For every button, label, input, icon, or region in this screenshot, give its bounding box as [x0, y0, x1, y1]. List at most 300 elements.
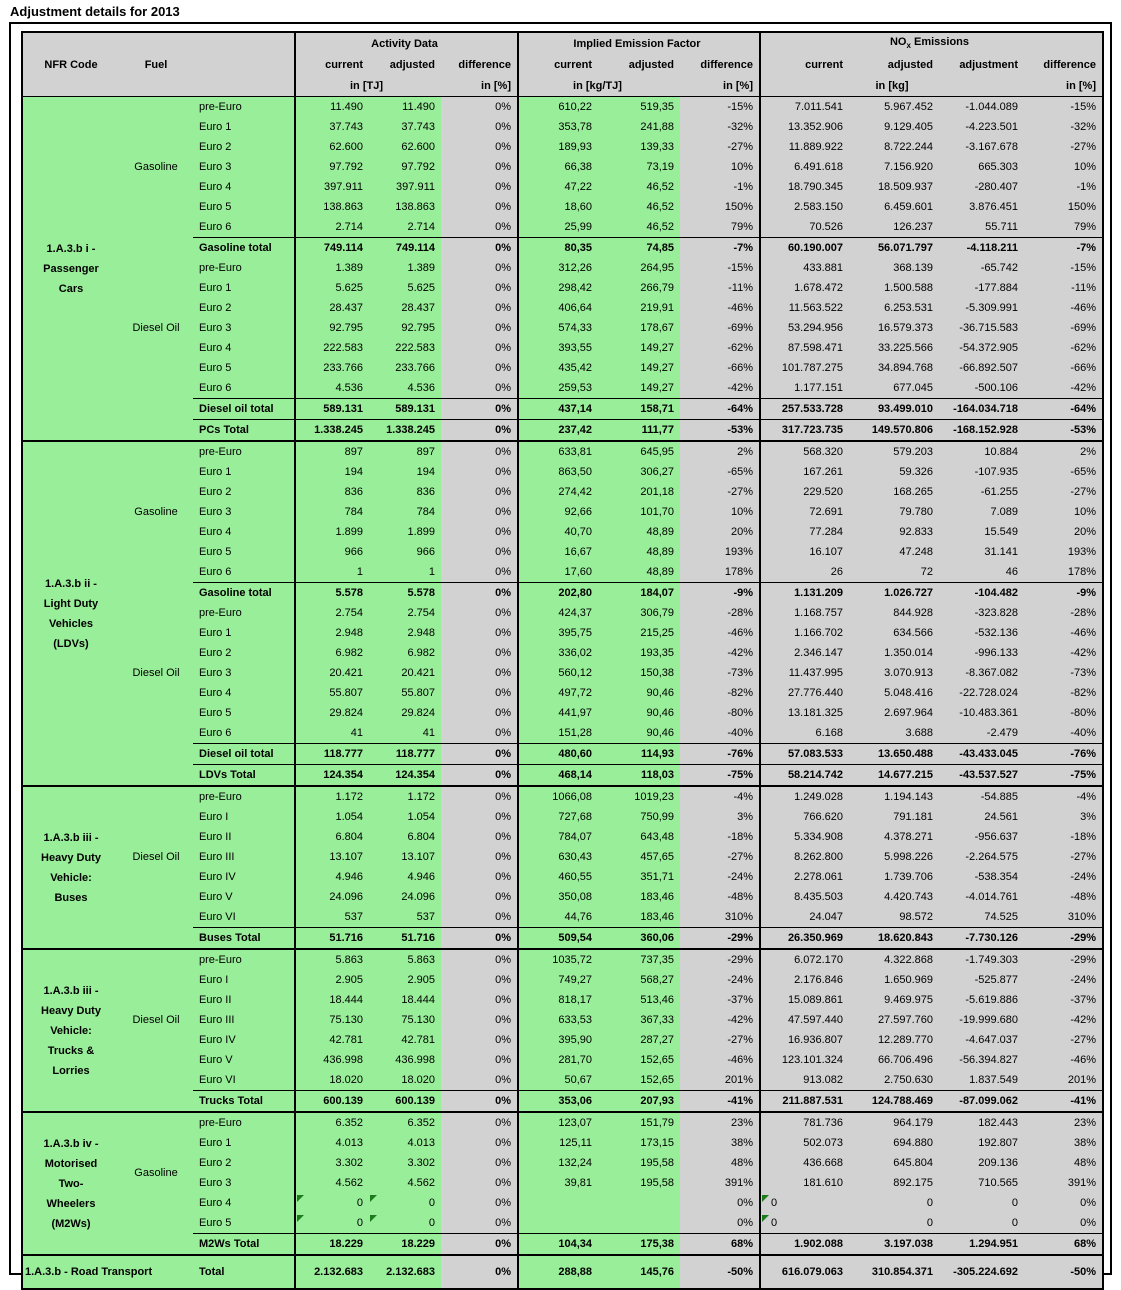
- nox-adjustment-value: 3.876.451: [939, 197, 1024, 217]
- ief-current-value: 298,42: [518, 278, 598, 298]
- ad-current-value: 41: [295, 723, 369, 744]
- ad-difference-value: 0%: [441, 238, 518, 259]
- nox-adjustment-value: -54.885: [939, 786, 1024, 807]
- ief-difference-value: -18%: [680, 827, 760, 847]
- ief-difference-value: 391%: [680, 1173, 760, 1193]
- category-label: Euro 1: [193, 1133, 295, 1153]
- category-label: Euro 3: [193, 157, 295, 177]
- ad-difference-value: 0%: [441, 643, 518, 663]
- category-label: Euro 4: [193, 1193, 295, 1213]
- nox-difference-value: -37%: [1024, 990, 1103, 1010]
- ad-adjusted-value: 194: [369, 462, 441, 482]
- ief-current-value: 437,14: [518, 399, 598, 420]
- nox-current-value: 77.284: [760, 522, 849, 542]
- ief-adjusted-value: 48,89: [598, 542, 680, 562]
- ad-adjusted-value: 6.352: [369, 1112, 441, 1133]
- nox-difference-value: -27%: [1024, 137, 1103, 157]
- ad-current-value: 2.754: [295, 603, 369, 623]
- nox-current-value: 15.089.861: [760, 990, 849, 1010]
- ief-adjusted-value: 158,71: [598, 399, 680, 420]
- ief-current-value: 610,22: [518, 97, 598, 118]
- column-header: current: [295, 55, 369, 76]
- ief-adjusted-value: 48,89: [598, 562, 680, 583]
- ad-difference-value: 0%: [441, 197, 518, 217]
- ief-current-value: 468,14: [518, 765, 598, 787]
- ief-difference-value: -73%: [680, 663, 760, 683]
- category-label: Euro 2: [193, 1153, 295, 1173]
- ad-current-value: 18.444: [295, 990, 369, 1010]
- nox-adjusted-value: 310.854.371: [849, 1255, 939, 1289]
- subtotal-row: [22, 1234, 1103, 1256]
- nox-difference-value: 23%: [1024, 1112, 1103, 1133]
- section-title: $NO_x$ Emissions: [760, 32, 1103, 55]
- ad-adjusted-value: 4.536: [369, 378, 441, 399]
- nox-difference-value: -42%: [1024, 378, 1103, 399]
- nox-difference-value: -32%: [1024, 117, 1103, 137]
- ief-adjusted-value: 149,27: [598, 358, 680, 378]
- ad-adjusted-value: 11.490: [369, 97, 441, 118]
- ief-current-value: 66,38: [518, 157, 598, 177]
- ief-difference-value: 79%: [680, 217, 760, 238]
- nox-adjustment-value: -10.483.361: [939, 703, 1024, 723]
- nox-adjusted-value: 66.706.496: [849, 1050, 939, 1070]
- ad-adjusted-value: 4.562: [369, 1173, 441, 1193]
- nox-adjustment-value: -956.637: [939, 827, 1024, 847]
- total-label: LDVs Total: [193, 765, 295, 787]
- ad-adjusted-value: 2.714: [369, 217, 441, 238]
- ad-difference-value: 0%: [441, 1091, 518, 1113]
- ad-adjusted-value: 0: [369, 1193, 441, 1213]
- nox-adjusted-value: 7.156.920: [849, 157, 939, 177]
- category-label: Euro 5: [193, 197, 295, 217]
- ief-adjusted-value: 46,52: [598, 197, 680, 217]
- ief-difference-value: -15%: [680, 258, 760, 278]
- nox-difference-value: -7%: [1024, 238, 1103, 259]
- nox-adjustment-value: -525.877: [939, 970, 1024, 990]
- ad-difference-value: 0%: [441, 1255, 518, 1289]
- nox-adjustment-value: -7.730.126: [939, 928, 1024, 950]
- nox-difference-value: -41%: [1024, 1091, 1103, 1113]
- nox-adjusted-value: 79.780: [849, 502, 939, 522]
- nox-difference-value: 0%: [1024, 1193, 1103, 1213]
- nox-adjustment-value: -4.118.211: [939, 238, 1024, 259]
- nox-adjustment-value: 10.884: [939, 441, 1024, 462]
- nox-current-value: 1.902.088: [760, 1234, 849, 1256]
- fuel-cell: Diesel Oil: [123, 949, 193, 1091]
- ad-difference-value: 0%: [441, 1213, 518, 1234]
- ief-difference-value: -46%: [680, 1050, 760, 1070]
- column-header: adjusted: [598, 55, 680, 76]
- nox-adjustment-value: -3.167.678: [939, 137, 1024, 157]
- ad-adjusted-value: 51.716: [369, 928, 441, 950]
- section-title: Implied Emission Factor: [518, 32, 760, 55]
- ad-difference-value: 0%: [441, 338, 518, 358]
- category-label: Euro 4: [193, 683, 295, 703]
- nox-difference-value: -15%: [1024, 258, 1103, 278]
- nox-current-value: 57.083.533: [760, 744, 849, 765]
- ief-adjusted-value: 219,91: [598, 298, 680, 318]
- unit-label: [939, 76, 1024, 97]
- unit-label: in [%]: [1024, 76, 1103, 97]
- nox-adjustment-value: -500.106: [939, 378, 1024, 399]
- ad-difference-value: 0%: [441, 137, 518, 157]
- unit-label: in [TJ]: [295, 76, 441, 97]
- ief-current-value: 18,60: [518, 197, 598, 217]
- nox-adjustment-value: -65.742: [939, 258, 1024, 278]
- ad-difference-value: 0%: [441, 847, 518, 867]
- ief-difference-value: -50%: [680, 1255, 760, 1289]
- ief-adjusted-value: 149,27: [598, 378, 680, 399]
- nox-adjusted-value: 1.194.143: [849, 786, 939, 807]
- ief-difference-value: -27%: [680, 137, 760, 157]
- ad-difference-value: 0%: [441, 1030, 518, 1050]
- ad-adjusted-value: 97.792: [369, 157, 441, 177]
- ad-adjusted-value: 92.795: [369, 318, 441, 338]
- total-label: M2Ws Total: [193, 1234, 295, 1256]
- ad-current-value: 75.130: [295, 1010, 369, 1030]
- ad-current-value: 1.389: [295, 258, 369, 278]
- nox-adjusted-value: 677.045: [849, 378, 939, 399]
- ief-current-value: 395,90: [518, 1030, 598, 1050]
- nox-current-value: 13.181.325: [760, 703, 849, 723]
- nox-current-value: 502.073: [760, 1133, 849, 1153]
- fuel-spacer-cell: [123, 399, 193, 420]
- ad-difference-value: 0%: [441, 723, 518, 744]
- ad-difference-value: 0%: [441, 786, 518, 807]
- nox-current-value: 70.526: [760, 217, 849, 238]
- nox-adjustment-value: -36.715.583: [939, 318, 1024, 338]
- ief-current-value: 40,70: [518, 522, 598, 542]
- ief-current-value: 281,70: [518, 1050, 598, 1070]
- ief-current-value: 25,99: [518, 217, 598, 238]
- nox-difference-value: 10%: [1024, 502, 1103, 522]
- ief-difference-value: 2%: [680, 441, 760, 462]
- ief-current-value: 480,60: [518, 744, 598, 765]
- page-title: Adjustment details for 2013: [10, 4, 180, 19]
- nox-adjusted-value: 3.688: [849, 723, 939, 744]
- fuel-spacer-cell: [123, 420, 193, 442]
- ief-adjusted-value: 360,06: [598, 928, 680, 950]
- nox-adjustment-value: -164.034.718: [939, 399, 1024, 420]
- ad-current-value: 0: [295, 1193, 369, 1213]
- nox-adjusted-value: 964.179: [849, 1112, 939, 1133]
- category-label: Euro V: [193, 1050, 295, 1070]
- nox-current-value: 123.101.324: [760, 1050, 849, 1070]
- nox-difference-value: 20%: [1024, 522, 1103, 542]
- category-label: Euro 4: [193, 522, 295, 542]
- data-row: [22, 441, 1103, 462]
- ad-difference-value: 0%: [441, 663, 518, 683]
- ief-adjusted-value: 74,85: [598, 238, 680, 259]
- nox-current-value: 1.131.209: [760, 583, 849, 604]
- nox-adjusted-value: 0: [849, 1193, 939, 1213]
- ief-adjusted-value: 351,71: [598, 867, 680, 887]
- nox-adjusted-value: 47.248: [849, 542, 939, 562]
- nox-adjustment-value: -43.433.045: [939, 744, 1024, 765]
- ad-current-value: 0: [295, 1213, 369, 1234]
- ad-current-value: 4.536: [295, 378, 369, 399]
- ief-difference-value: -65%: [680, 462, 760, 482]
- nox-adjusted-value: 5.048.416: [849, 683, 939, 703]
- nox-difference-value: 10%: [1024, 157, 1103, 177]
- total-label: PCs Total: [193, 420, 295, 442]
- ad-adjusted-value: 436.998: [369, 1050, 441, 1070]
- nox-current-value: 58.214.742: [760, 765, 849, 787]
- column-header: current: [760, 55, 849, 76]
- ief-current-value: 353,78: [518, 117, 598, 137]
- nox-adjustment-value: -996.133: [939, 643, 1024, 663]
- ief-difference-value: -40%: [680, 723, 760, 744]
- ief-difference-value: -29%: [680, 928, 760, 950]
- ad-difference-value: 0%: [441, 928, 518, 950]
- ief-difference-value: 0%: [680, 1213, 760, 1234]
- nox-adjustment-value: 0: [939, 1193, 1024, 1213]
- unit-label: in [kg]: [849, 76, 939, 97]
- ad-adjusted-value: 5.863: [369, 949, 441, 970]
- nox-adjusted-value: 0: [849, 1213, 939, 1234]
- ad-adjusted-value: 62.600: [369, 137, 441, 157]
- ad-adjusted-value: 600.139: [369, 1091, 441, 1113]
- fuel-cell: Diesel Oil: [123, 786, 193, 928]
- ad-adjusted-value: 75.130: [369, 1010, 441, 1030]
- ad-difference-value: 0%: [441, 258, 518, 278]
- category-label: Euro 2: [193, 643, 295, 663]
- nox-adjustment-value: -4.647.037: [939, 1030, 1024, 1050]
- nox-adjustment-value: -5.309.991: [939, 298, 1024, 318]
- category-label: Euro 6: [193, 217, 295, 238]
- ad-current-value: 5.863: [295, 949, 369, 970]
- ad-adjusted-value: 20.421: [369, 663, 441, 683]
- nox-adjusted-value: 3.070.913: [849, 663, 939, 683]
- ief-adjusted-value: 150,38: [598, 663, 680, 683]
- nox-adjusted-value: 149.570.806: [849, 420, 939, 442]
- ad-adjusted-value: 0: [369, 1213, 441, 1234]
- nox-current-value: 24.047: [760, 907, 849, 928]
- nox-current-value: 317.723.735: [760, 420, 849, 442]
- nox-adjustment-value: -4.014.761: [939, 887, 1024, 907]
- ief-current-value: 460,55: [518, 867, 598, 887]
- nox-adjustment-value: 1.837.549: [939, 1070, 1024, 1091]
- grand-total-nfr-label: 1.A.3.b - Road Transport: [22, 1255, 193, 1289]
- ad-current-value: 37.743: [295, 117, 369, 137]
- ief-adjusted-value: 183,46: [598, 887, 680, 907]
- category-label: pre-Euro: [193, 441, 295, 462]
- nox-current-value: 0: [760, 1193, 849, 1213]
- ad-current-value: 62.600: [295, 137, 369, 157]
- ad-adjusted-value: 4.946: [369, 867, 441, 887]
- ad-current-value: 784: [295, 502, 369, 522]
- nox-difference-value: -82%: [1024, 683, 1103, 703]
- ad-current-value: 18.229: [295, 1234, 369, 1256]
- column-header: adjusted: [369, 55, 441, 76]
- nox-adjustment-value: 0: [939, 1213, 1024, 1234]
- nox-adjusted-value: 4.378.271: [849, 827, 939, 847]
- ief-difference-value: -41%: [680, 1091, 760, 1113]
- ad-difference-value: 0%: [441, 683, 518, 703]
- ad-adjusted-value: 222.583: [369, 338, 441, 358]
- nox-difference-value: 2%: [1024, 441, 1103, 462]
- nox-difference-value: -42%: [1024, 643, 1103, 663]
- data-row: [22, 1112, 1103, 1133]
- ief-current-value: 39,81: [518, 1173, 598, 1193]
- subtotal-row: [22, 928, 1103, 950]
- block-total-row: [22, 420, 1103, 442]
- ad-current-value: 4.946: [295, 867, 369, 887]
- ief-adjusted-value: 568,27: [598, 970, 680, 990]
- ad-adjusted-value: 1.899: [369, 522, 441, 542]
- nox-current-value: 2.176.846: [760, 970, 849, 990]
- nox-current-value: 1.168.757: [760, 603, 849, 623]
- nox-adjustment-value: 55.711: [939, 217, 1024, 238]
- nox-adjustment-value: -280.407: [939, 177, 1024, 197]
- ief-difference-value: 20%: [680, 522, 760, 542]
- ad-current-value: 436.998: [295, 1050, 369, 1070]
- ief-difference-value: -46%: [680, 623, 760, 643]
- total-label: Trucks Total: [193, 1091, 295, 1113]
- nox-adjusted-value: 5.998.226: [849, 847, 939, 867]
- ad-adjusted-value: 2.132.683: [369, 1255, 441, 1289]
- nox-adjustment-value: -532.136: [939, 623, 1024, 643]
- ad-adjusted-value: 18.444: [369, 990, 441, 1010]
- ad-current-value: 4.013: [295, 1133, 369, 1153]
- ief-adjusted-value: 46,52: [598, 177, 680, 197]
- ief-current-value: 863,50: [518, 462, 598, 482]
- nox-adjustment-value: 209.136: [939, 1153, 1024, 1173]
- total-label: Diesel oil total: [193, 399, 295, 420]
- ief-current-value: 633,81: [518, 441, 598, 462]
- nox-current-value: 11.889.922: [760, 137, 849, 157]
- nox-adjusted-value: 8.722.244: [849, 137, 939, 157]
- nox-adjusted-value: 2.697.964: [849, 703, 939, 723]
- ad-difference-value: 0%: [441, 907, 518, 928]
- nox-adjusted-value: 93.499.010: [849, 399, 939, 420]
- ad-current-value: 1.172: [295, 786, 369, 807]
- ad-current-value: 194: [295, 462, 369, 482]
- fuel-cell: Gasoline: [123, 1112, 193, 1234]
- ad-difference-value: 0%: [441, 583, 518, 604]
- ief-current-value: 727,68: [518, 807, 598, 827]
- category-label: Euro 6: [193, 562, 295, 583]
- ad-current-value: 222.583: [295, 338, 369, 358]
- nox-current-value: 2.278.061: [760, 867, 849, 887]
- nox-difference-value: -53%: [1024, 420, 1103, 442]
- category-label: Euro I: [193, 970, 295, 990]
- ad-difference-value: 0%: [441, 1153, 518, 1173]
- ief-adjusted-value: 201,18: [598, 482, 680, 502]
- ief-current-value: 406,64: [518, 298, 598, 318]
- nox-current-value: 568.320: [760, 441, 849, 462]
- ief-current-value: 509,54: [518, 928, 598, 950]
- ief-current-value: 818,17: [518, 990, 598, 1010]
- ad-adjusted-value: 836: [369, 482, 441, 502]
- ief-difference-value: 3%: [680, 807, 760, 827]
- ad-current-value: 20.421: [295, 663, 369, 683]
- category-label: Euro 1: [193, 623, 295, 643]
- fuel-spacer-cell: [123, 765, 193, 787]
- ad-adjusted-value: 6.804: [369, 827, 441, 847]
- ad-difference-value: 0%: [441, 378, 518, 399]
- ad-adjusted-value: 18.020: [369, 1070, 441, 1091]
- ief-difference-value: 193%: [680, 542, 760, 562]
- nox-adjusted-value: 18.509.937: [849, 177, 939, 197]
- nox-adjustment-value: -8.367.082: [939, 663, 1024, 683]
- ief-difference-value: 178%: [680, 562, 760, 583]
- ad-current-value: 6.352: [295, 1112, 369, 1133]
- nox-difference-value: -66%: [1024, 358, 1103, 378]
- ief-difference-value: -48%: [680, 887, 760, 907]
- nox-adjusted-value: 2.750.630: [849, 1070, 939, 1091]
- ad-difference-value: 0%: [441, 867, 518, 887]
- header-section-row: [22, 32, 1103, 55]
- category-label: pre-Euro: [193, 786, 295, 807]
- nox-adjusted-value: 1.500.588: [849, 278, 939, 298]
- nox-adjusted-value: 92.833: [849, 522, 939, 542]
- ad-adjusted-value: 397.911: [369, 177, 441, 197]
- nox-adjustment-value: -43.537.527: [939, 765, 1024, 787]
- data-row: [22, 603, 1103, 623]
- ad-current-value: 2.132.683: [295, 1255, 369, 1289]
- nox-adjusted-value: 168.265: [849, 482, 939, 502]
- nox-adjusted-value: 791.181: [849, 807, 939, 827]
- ief-current-value: 80,35: [518, 238, 598, 259]
- ief-current-value: 44,76: [518, 907, 598, 928]
- ief-current-value: 336,02: [518, 643, 598, 663]
- ief-adjusted-value: 643,48: [598, 827, 680, 847]
- nox-adjustment-value: -538.354: [939, 867, 1024, 887]
- category-label: Euro III: [193, 847, 295, 867]
- nox-difference-value: -65%: [1024, 462, 1103, 482]
- ad-current-value: 966: [295, 542, 369, 562]
- nox-adjusted-value: 579.203: [849, 441, 939, 462]
- nox-adjustment-value: -1.749.303: [939, 949, 1024, 970]
- ief-adjusted-value: [598, 1193, 680, 1213]
- ief-adjusted-value: 193,35: [598, 643, 680, 663]
- ad-current-value: 6.804: [295, 827, 369, 847]
- nox-adjustment-value: -22.728.024: [939, 683, 1024, 703]
- header-spacer: [22, 76, 295, 97]
- ief-current-value: 784,07: [518, 827, 598, 847]
- nox-current-value: 2.583.150: [760, 197, 849, 217]
- nox-adjusted-value: 1.650.969: [849, 970, 939, 990]
- fuel-spacer-cell: [123, 238, 193, 259]
- ief-adjusted-value: 184,07: [598, 583, 680, 604]
- ief-adjusted-value: 114,93: [598, 744, 680, 765]
- ief-current-value: 17,60: [518, 562, 598, 583]
- ad-difference-value: 0%: [441, 318, 518, 338]
- ief-difference-value: -29%: [680, 949, 760, 970]
- data-row: [22, 258, 1103, 278]
- nox-adjusted-value: 9.129.405: [849, 117, 939, 137]
- ief-adjusted-value: 46,52: [598, 217, 680, 238]
- ief-adjusted-value: 73,19: [598, 157, 680, 177]
- nox-current-value: 0: [760, 1213, 849, 1234]
- ad-current-value: 97.792: [295, 157, 369, 177]
- nox-difference-value: -28%: [1024, 603, 1103, 623]
- ief-difference-value: -69%: [680, 318, 760, 338]
- category-label: Euro V: [193, 887, 295, 907]
- ad-adjusted-value: 1.054: [369, 807, 441, 827]
- ief-adjusted-value: 513,46: [598, 990, 680, 1010]
- nox-current-value: 53.294.956: [760, 318, 849, 338]
- ief-current-value: 202,80: [518, 583, 598, 604]
- ief-adjusted-value: 139,33: [598, 137, 680, 157]
- nox-current-value: 11.563.522: [760, 298, 849, 318]
- ief-current-value: 749,27: [518, 970, 598, 990]
- ad-adjusted-value: 749.114: [369, 238, 441, 259]
- nox-difference-value: -27%: [1024, 482, 1103, 502]
- ief-current-value: 125,11: [518, 1133, 598, 1153]
- ad-difference-value: 0%: [441, 502, 518, 522]
